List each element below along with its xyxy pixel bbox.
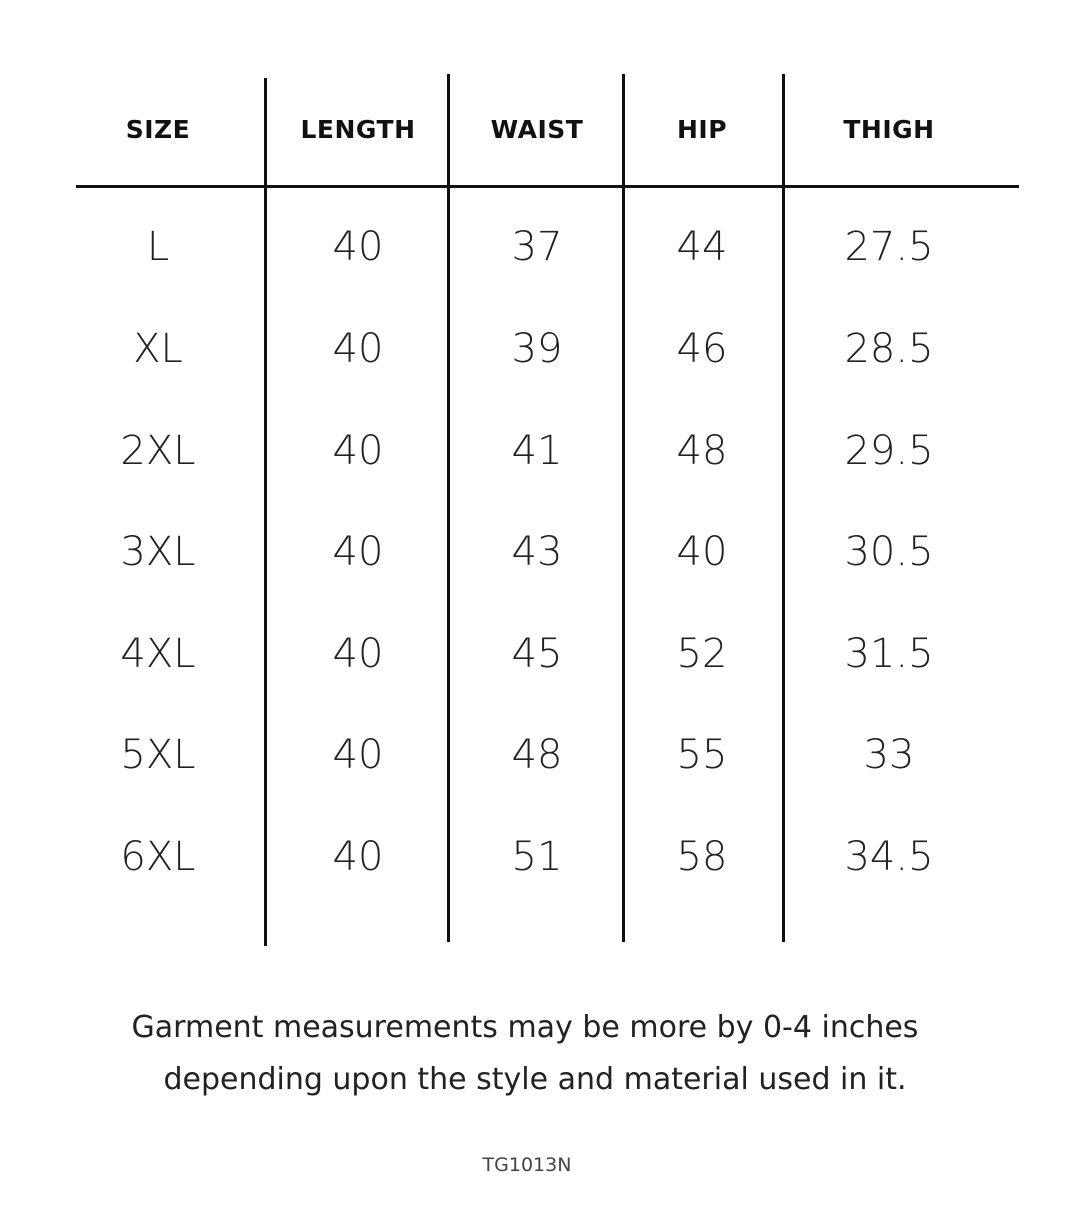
cell-waist: 41 <box>511 428 563 474</box>
cell-size: 4XL <box>120 631 196 677</box>
cell-waist: 39 <box>511 326 563 372</box>
cell-waist: 37 <box>511 224 563 270</box>
cell-size: 2XL <box>120 428 196 474</box>
cell-size: 5XL <box>120 732 196 778</box>
cell-length: 40 <box>332 224 384 270</box>
cell-length: 40 <box>332 834 384 880</box>
header-size: SIZE <box>125 115 191 144</box>
cell-length: 40 <box>332 326 384 372</box>
cell-size: L <box>146 224 170 270</box>
cell-length: 40 <box>332 529 384 575</box>
cell-length: 40 <box>332 631 384 677</box>
column-divider-3 <box>622 74 625 942</box>
cell-thigh: 29.5 <box>844 428 934 474</box>
cell-size: 3XL <box>120 529 196 575</box>
header-length: LENGTH <box>300 115 416 144</box>
cell-waist: 43 <box>511 529 563 575</box>
header-divider <box>76 185 1019 188</box>
cell-hip: 40 <box>676 529 728 575</box>
cell-size: XL <box>133 326 183 372</box>
column-divider-4 <box>782 74 785 942</box>
cell-hip: 46 <box>676 326 728 372</box>
cell-hip: 58 <box>676 834 728 880</box>
cell-hip: 55 <box>676 732 728 778</box>
cell-size: 6XL <box>120 834 196 880</box>
column-divider-1 <box>264 78 267 946</box>
cell-thigh: 34.5 <box>844 834 934 880</box>
cell-thigh: 27.5 <box>844 224 934 270</box>
header-waist: WAIST <box>490 115 584 144</box>
cell-waist: 51 <box>511 834 563 880</box>
cell-thigh: 33 <box>863 732 915 778</box>
cell-waist: 48 <box>511 732 563 778</box>
header-thigh: THIGH <box>843 115 935 144</box>
column-divider-2 <box>447 74 450 942</box>
cell-thigh: 30.5 <box>844 529 934 575</box>
cell-thigh: 31.5 <box>844 631 934 677</box>
cell-thigh: 28.5 <box>844 326 934 372</box>
measurement-note-line-1: Garment measurements may be more by 0-4 inches <box>131 1010 919 1045</box>
header-hip: HIP <box>676 115 728 144</box>
cell-length: 40 <box>332 428 384 474</box>
cell-hip: 48 <box>676 428 728 474</box>
cell-length: 40 <box>332 732 384 778</box>
cell-hip: 44 <box>676 224 728 270</box>
measurement-note-line-2: depending upon the style and material used in it. <box>163 1062 907 1097</box>
cell-hip: 52 <box>676 631 728 677</box>
product-code: TG1013N <box>482 1154 572 1176</box>
cell-waist: 45 <box>511 631 563 677</box>
